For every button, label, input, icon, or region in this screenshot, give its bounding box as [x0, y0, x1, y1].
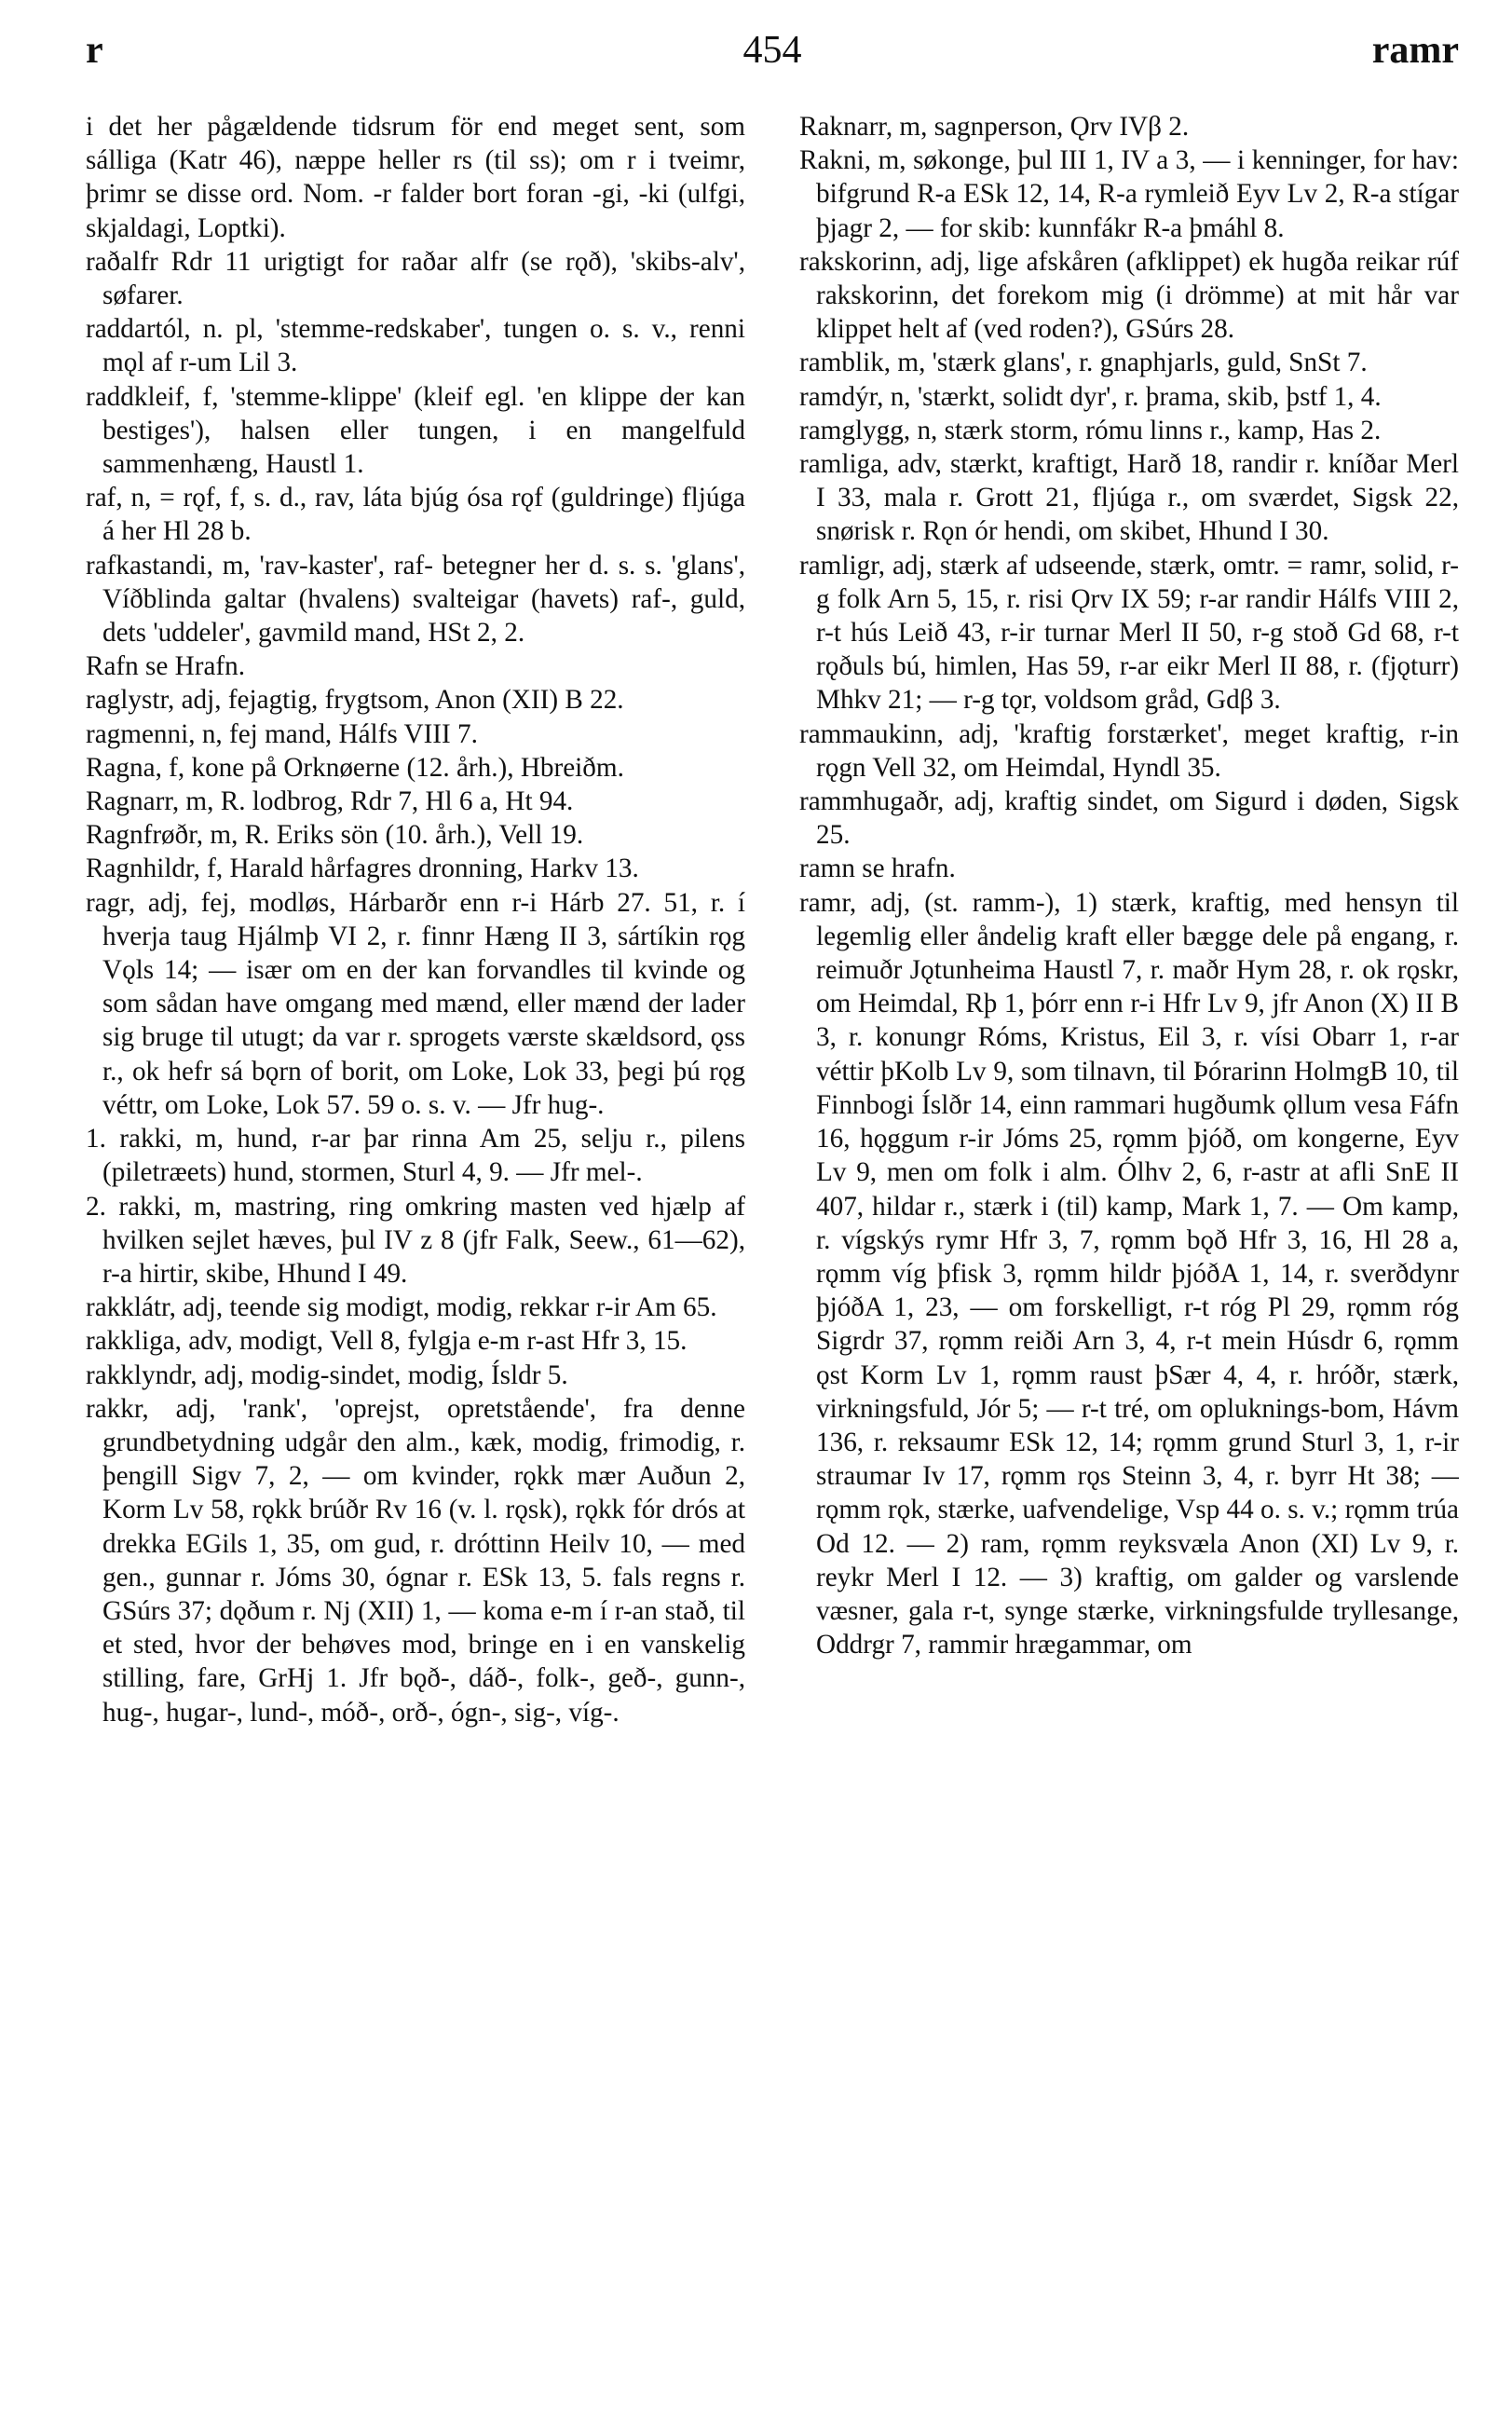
left-column: [86, 110, 745, 2412]
dictionary-entry: 2. rakki, m, mastring, ring omkring masten ved hjælp af hvilken sejlet hæves, þul IV z 8 (jfr Falk, Seew., 61—62), r-a hirtir, skibe, Hhund I 49.: [86, 1191, 745, 1289]
dictionary-entry: rakklyndr, adj, modig-sindet, modig, Ísldr 5.: [86, 1359, 568, 1390]
dictionary-entry: ragr, adj, fej, modløs, Hárbarðr enn r-i Hárb 27. 51, r. í hverja taug Hjálmþ VI 2, r. finnr Hæng II 3, sártíkin rǫg Vǫls 14; — især om en der kan forvandles til kvinde og som sådan have omgang med mænd, eller mænd der lader sig bruge til utugt; da var r. sprogets værste skældsord, ǫss r., ok hefr sá bǫrn of borit, om Loke, Lok 33, þegi þú rǫg véttr, om Loke, Lok 57. 59 o. s. v. — Jfr hug-.: [86, 887, 745, 1120]
dictionary-entry: rafkastandi, m, 'rav-kaster', raf- betegner her d. s. s. 'glans', Víðblinda galtar (hvalens) svalteigar (havets) raf-, guld, dets 'uddeler', gavmild mand, HSt 2, 2.: [86, 550, 745, 649]
dictionary-entry: ragmenni, n, fej mand, Hálfs VIII 7.: [86, 718, 478, 749]
dictionary-entry: ramr, adj, (st. ramm-), 1) stærk, kraftig, med hensyn til legemlig eller åndelig kraft eller bægge dele på engang, r. reimuðr Jǫtunheima Haustl 7, r. maðr Hym 28, r. ok rǫskr, om Heimdal, Rþ 1, þórr enn r-i Hfr Lv 9, jfr Anon (X) II B 3, r. konungr Róms, Kristus, Eil 3, r. vísi Obarr 1, r-ar véttir þKolb Lv 9, som tilnavn, til Þórarinn HolmgB 10, til Finnbogi Íslðr 14, einn rammari hugðumk ǫllum vesa Fáfn 16, hǫggum r-ir Jóms 25, rǫmm þjóð, om kongerne, Eyv Lv 9, men om folk i alm. Ólhv 2, 6, r-astr at afli SnE II 407, hildar r., stærk i (til) kamp, Mark 1, 7. — Om kamp, r. vígskýs rymr Hfr 3, 7, rǫmm bǫð Hfr 3, 16, Hl 28 a, rǫmm víg þfisk 3, rǫmm hildr þjóðA 1, 14, r. sverðdynr þjóðA 1, 23, — om forskelligt, r-t róg Pl 29, rǫmm róg Sigrdr 37, rǫmm reiði Arn 3, 4, r-t mein Húsdr 6, rǫmm ǫst Korm Lv 1, rǫmm raust þSær 4, 4, r. hróðr, stærk, virkningsfuld, Jór 5; — r-t tré, om opluknings-bom, Hávm 136, r. reksaumr ESk 12, 14; rǫmm grund Sturl 3, 1, r-ir straumar Iv 17, rǫmm rǫs Steinn 3, 4, r. byrr Ht 38; — rǫmm rǫk, stærke, uafvendelige, Vsp 44 o. s. v.; rǫmm trúa Od 12. — 2) ram, rǫmm reyksvæla Anon (XI) Lv 9, r. reykr Merl I 12. — 3) kraftig, om galder og varslende væsner, gala r-t, synge stærke, virkningsfulde tryllesange, Oddrgr 7, rammir hrægammar, om: [799, 887, 1459, 1660]
dictionary-entry: Rafn se Hrafn.: [86, 651, 246, 682]
dictionary-entry: raðalfr Rdr 11 urigtigt for raðar alfr (se rǫð), 'skibs-alv', søfarer.: [86, 246, 745, 311]
dictionary-entry: raddartól, n. pl, 'stemme-redskaber', tungen o. s. v., renni mǫl af r-um Lil 3.: [86, 314, 745, 378]
dictionary-entry: ramliga, adv, stærkt, kraftigt, Harð 18, randir r. kníðar Merl I 33, mala r. Grott 21, fljúga r., om sværdet, Sigsk 22, snørisk r. Rǫn ór hendi, om skibet, Hhund I 30.: [799, 449, 1459, 547]
dictionary-entry: rakklátr, adj, teende sig modigt, modig, rekkar r-ir Am 65.: [86, 1292, 717, 1323]
dictionary-entry: rakskorinn, adj, lige afskåren (afklippet) ek hugða reikar rúf rakskorinn, det forekom mig (i drömme) at mit hår var klippet helt af (ved roden?), GSúrs 28.: [799, 246, 1459, 345]
dictionary-entry: Ragna, f, kone på Orknøerne (12. årh.), Hbreiðm.: [86, 752, 624, 783]
dictionary-entry: rammhugaðr, adj, kraftig sindet, om Sigurd i døden, Sigsk 25.: [799, 786, 1459, 851]
dictionary-entry: i det her pågældende tidsrum för end meget sent, som sálliga (Katr 46), næppe heller rs (til ss); om r i tveimr, þrimr se disse ord. Nom. -r falder bort foran -gi, -ki (ulfgi, skjaldagi, Loptki).: [86, 112, 745, 243]
dictionary-entry: 1. rakki, m, hund, r-ar þar rinna Am 25, selju r., pilens (piletræets) hund, stormen, Sturl 4, 9. — Jfr mel-.: [86, 1124, 745, 1188]
dictionary-entry: ramdýr, n, 'stærkt, solidt dyr', r. þrama, skib, þstf 1, 4.: [799, 381, 1382, 412]
dictionary-entry: Ragnhildr, f, Harald hårfagres dronning, Harkv 13.: [86, 854, 639, 884]
header-left-guideword: r: [86, 29, 103, 72]
dictionary-entry: rakkr, adj, 'rank', 'oprejst, opretstående', fra denne grundbetydning udgår den alm., kæk, modig, frimodig, r. þengill Sigv 7, 2, — om kvinder, rǫkk mær Auðun 2, Korm Lv 58, rǫkk brúðr Rv 16 (v. l. rǫsk), rǫkk fór drós at drekka EGils 1, 35, om gud, r. dróttinn Heilv 10, — med gen., gunnar r. Jóms 30, ógnar r. ESk 13, 5. fals regns r. GSúrs 37; dǫðum r. Nj (XII) 1, — koma e-m í r-an stað, til et sted, hvor der behøves mod, bringe en i en vanskelig stilling, fare, GrHj 1. Jfr bǫð-, dáð-, folk-, geð-, gunn-, hug-, hugar-, lund-, móð-, orð-, ógn-, sig-, víg-.: [86, 1393, 745, 1728]
dictionary-entry: Raknarr, m, sagnperson, Ǫrv IVβ 2.: [799, 112, 1190, 142]
dictionary-entry: ramblik, m, 'stærk glans', r. gnaphjarls, guld, SnSt 7.: [799, 348, 1368, 378]
header-right-guideword: ramr: [1371, 29, 1459, 72]
dictionary-entry: rammaukinn, adj, 'kraftig forstærket', meget kraftig, r-in rǫgn Vell 32, om Heimdal, Hyndl 35.: [799, 718, 1459, 783]
dictionary-entry: raglystr, adj, fejagtig, frygtsom, Anon (XII) B 22.: [86, 685, 624, 716]
dictionary-entry: ramn se hrafn.: [799, 854, 956, 884]
dictionary-entry: Rakni, m, søkonge, þul III 1, IV a 3, — i kenninger, for hav: bifgrund R-a ESk 12, 14, R-a rymleið Eyv Lv 2, R-a stígar þjagr 2, — for skib: kunnfákr R-a þmáhl 8.: [799, 145, 1459, 243]
dictionary-entry: raddkleif, f, 'stemme-klippe' (kleif egl. 'en klippe der kan bestiges'), halsen eller tungen, i en mangelfuld sammenhæng, Haustl 1.: [86, 381, 745, 480]
page-header: [86, 28, 1459, 84]
dictionary-entry: rakkliga, adv, modigt, Vell 8, fylgja e-m r-ast Hfr 3, 15.: [86, 1326, 688, 1357]
dictionary-entry: ramligr, adj, stærk af udseende, stærk, omtr. = ramr, solid, r-g folk Arn 5, 15, r. risi Ǫrv IX 59; r-ar randir Hálfs VIII 2, r-t hús Leið 43, r-ir turnar Merl II 50, r-g stoð Gd 68, r-t rǫðuls bú, himlen, Has 59, r-ar eikr Merl II 88, r. (fjǫturr) Mhkv 21; — r-g tǫr, voldsom gråd, Gdβ 3.: [799, 550, 1459, 716]
dictionary-entry: Ragnfrøðr, m, R. Eriks sön (10. årh.), Vell 19.: [86, 820, 584, 851]
page-number: 454: [742, 29, 802, 72]
dictionary-entry: Ragnarr, m, R. lodbrog, Rdr 7, Hl 6 a, Ht 94.: [86, 786, 574, 817]
dictionary-entry: ramglygg, n, stærk storm, rómu linns r., kamp, Has 2.: [799, 415, 1382, 445]
dictionary-entry: raf, n, = rǫf, f, s. d., rav, láta bjúg ósa rǫf (guldringe) fljúga á her Hl 28 b.: [86, 483, 745, 547]
right-column: [799, 110, 1459, 2412]
